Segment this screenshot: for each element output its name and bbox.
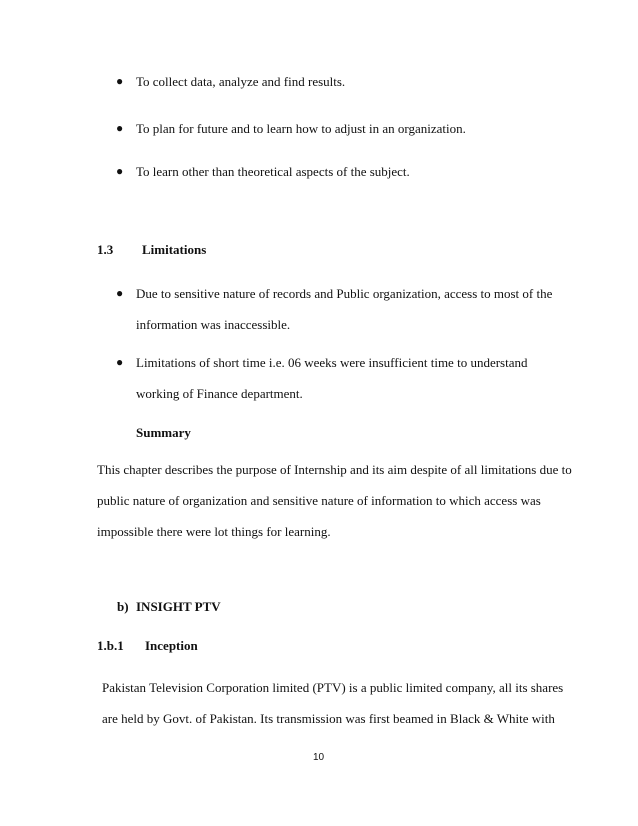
section-title: Inception <box>145 638 198 653</box>
list-marker: b) <box>117 599 129 614</box>
limitation-item-line: working of Finance department. <box>136 386 303 401</box>
limitation-item-line: Due to sensitive nature of records and Public organization, access to most of the <box>136 286 553 301</box>
bullet-icon: ● <box>116 164 124 178</box>
section-number: 1.3 <box>97 242 114 257</box>
bullet-icon: ● <box>116 74 124 88</box>
summary-line: public nature of organization and sensitive nature of information to which access was <box>97 493 541 508</box>
inception-line: are held by Govt. of Pakistan. Its transmission was first beamed in Black & White with <box>102 711 555 726</box>
objective-item: To collect data, analyze and find results. <box>136 74 346 89</box>
section-title: Limitations <box>142 242 207 257</box>
limitation-item-line: information was inaccessible. <box>136 317 291 332</box>
limitation-item-line: Limitations of short time i.e. 06 weeks were insufficient time to understand <box>136 355 528 370</box>
inception-line: Pakistan Television Corporation limited (PTV) is a public limited company, all its shares <box>102 680 564 695</box>
summary-line: This chapter describes the purpose of Internship and its aim despite of all limitations due to <box>97 462 572 477</box>
section-number: 1.b.1 <box>97 638 124 653</box>
objective-item: To plan for future and to learn how to adjust in an organization. <box>136 121 466 136</box>
bullet-icon: ● <box>116 355 124 369</box>
summary-heading: Summary <box>136 425 191 440</box>
bullet-icon: ● <box>116 121 124 135</box>
section-heading: INSIGHT PTV <box>136 599 221 614</box>
bullet-icon: ● <box>116 286 124 300</box>
page-number: 10 <box>313 752 325 763</box>
objective-item: To learn other than theoretical aspects of the subject. <box>136 164 410 179</box>
summary-line: impossible there were lot things for learning. <box>97 524 331 539</box>
